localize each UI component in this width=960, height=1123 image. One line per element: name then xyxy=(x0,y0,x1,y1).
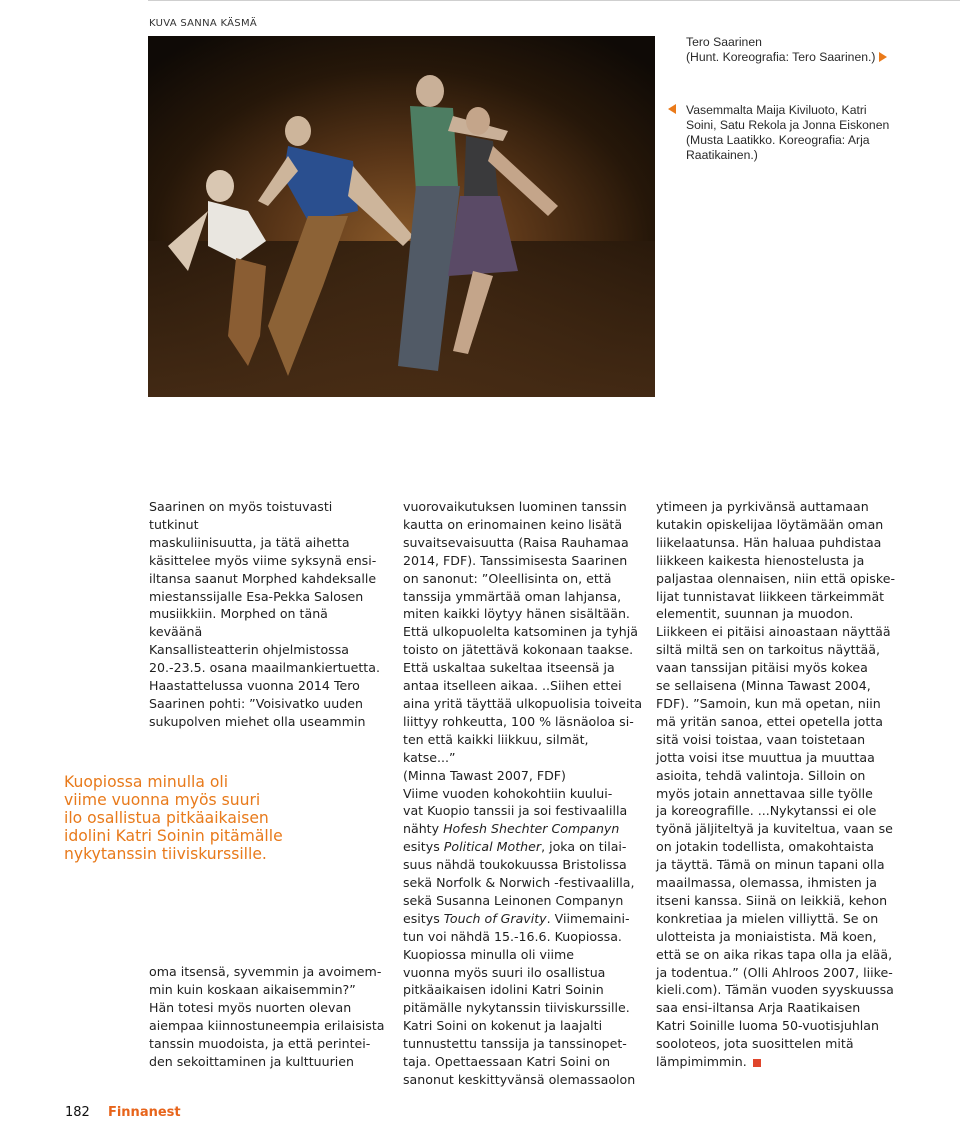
column-1-top-text: Saarinen on myös toistuvasti tutkinut maskuliinisuutta, ja tätä aihetta käsittelee myös viime syksynä ensi- iltansa saanut Morphed kahdeksalle miestanssijalle Esa-Pekka Salosen musiikkiin. Morphed on tänä keväänä Kansallisteatterin ohjelmistossa 20.-23.5. osana maailmankiertuetta. Haastattelussa vuonna 2014 Tero Saarinen pohti: ”Voisivatko uuden sukupolven miehet olla useammin xyxy=(149,499,380,729)
page-number: 182 xyxy=(65,1105,90,1120)
magazine-name: Finnanest xyxy=(107,1105,181,1120)
column-2-paragraph-1: vuorovaikutuksen luominen tanssin kautta on erinomainen keino lisätä suvaitsevaisuutta (Raisa Rauhamaa 2014, FDF). Tanssimisesta Saarinen on sanonut: ”Oleellisinta on, että tanssija ymmärtää oman lahjansa, miten kaikki löytyy hänen sisältään. Että ulkopuolelta katsominen ja tyhjä toisto on jätettävä kokonaan taakse. Että uskaltaa sukeltaa itseensä ja antaa itselleen aikaa. ..Siihen ettei aina yritä täyttää ulkopuolisia toiveita liittyy rohkeutta, 100 % läsnäoloa si- ten että kaikki liikkuu, silmät, katse...” (Minna Tawast 2007, FDF) xyxy=(403,499,643,783)
work-title-2: Touch of Gravity xyxy=(443,910,547,926)
top-rule xyxy=(148,0,960,1)
caption-1-line-2: (Hunt. Koreografia: Tero Saarinen.) xyxy=(686,50,916,65)
photo-caption-2 xyxy=(686,103,906,163)
dance-photo xyxy=(148,36,655,397)
photo-credit: KUVA SANNA KÄSMÄ xyxy=(149,18,258,29)
caption-2-line-3: (Musta Laatikko. Koreografia: Arja xyxy=(686,133,870,147)
column-3-text: ytimeen ja pyrkivänsä auttamaan kutakin opiskelijaa löytämään oman liikelaatunsa. Hän haluaa puhdistaa liikkeen kaikesta hienostelusta ja paljastaa olennaisen, niin että opiske- lijat tunnistavat liikkeen tärkeimmät elementit, suunnan ja muodon. Liikkeen ei pitäisi ainoastaan näyttää siltä miltä sen on tarkoitus näyttää, vaan tanssijan pitäisi myös kokea se sellaisena (Minna Tawast 2004, FDF). ”Samoin, kun mä opetan, niin mä yritän sanoa, ettei opetella jotta sitä voisi toistaa, vaan toistetaan jotta voisi itse muuttua ja muuttaa asioita, tehdä valintoja. Silloin on myös jotain annettavaa sille työlle ja koreografille. ...Nykytanssi ei ole työnä jäljiteltyä ja kuviteltua, vaan se on jotakin todellista, omakohtaista ja täyttä. Tämä on minun tapani olla maailmassa, olemassa, ihmisten ja itseni kanssa. Siinä on leikkiä, kehon konkretiaa ja mielen villiyttä. Se on ulotteista ja moniaistista. Mä koen, että se on aika rikas tapa olla ja elää, ja todentua.” (Olli Ahlroos 2007, liike- kieli.com). Tämän vuoden syyskuussa saa ensi-iltansa Arja Raatikaisen Katri Soinille luoma 50-vuotisjuhlan sooloteos, jota suosittelen mitä lämpimimmin. xyxy=(656,499,895,1070)
pull-quote: Kuopiossa minulla oli viime vuonna myös suuri ilo osallistua pitkäaikaisen idolini Katri Soinin pitämälle nykytanssin tiiviskurssille. xyxy=(64,773,283,863)
column-2 xyxy=(403,498,643,1089)
column-1-top xyxy=(149,498,381,731)
caption-1-line-1: Tero Saarinen xyxy=(686,35,762,49)
page-footer xyxy=(65,1105,181,1120)
company-name: Hofesh Shechter Companyn xyxy=(443,821,620,837)
column-2-paragraph-2: Viime vuoden kohokohtiin kuului- vat Kuopio tanssii ja soi festivaalilla nähty Hofesh Shechter Companyn esitys Political Mother, joka on tilai- suus nähdä toukokuussa Bristolissa sekä Norfolk & Norwich -festivaalilla, sekä Susanna Leinonen Companyn esitys Touch of Gravity. Viimemaini- tun voi nähdä 15.-16.6. Kuopiossa. xyxy=(403,785,635,944)
caption-2-line-2: Soini, Satu Rekola ja Jonna Eiskonen xyxy=(686,118,890,132)
column-1-bottom xyxy=(149,963,389,1070)
caption-arrow-right-icon xyxy=(879,52,887,62)
work-title: Political Mother xyxy=(443,839,542,855)
photo-caption-1 xyxy=(686,35,916,65)
caption-2-line-4: Raatikainen.) xyxy=(686,148,758,162)
caption-2-line-1: Vasemmalta Maija Kiviluoto, Katri xyxy=(686,103,867,117)
caption-arrow-left-icon xyxy=(668,104,676,114)
end-mark-icon xyxy=(753,1059,761,1067)
column-3 xyxy=(656,498,896,1071)
column-2-paragraph-3: Kuopiossa minulla oli viime vuonna myös suuri ilo osallistua pitkäaikaisen idolini Katri Soinin pitämälle nykytanssin tiiviskurssille. Katri Soini on kokenut ja laajalti tunnustettu tanssija ja tanssinopet- taja. Opettaessaan Katri Soini on sanonut keskittyvänsä olemassaolon xyxy=(403,946,636,1087)
column-1-bottom-text: oma itsensä, syvemmin ja avoimem- min kuin koskaan aikaisemmin?” Hän totesi myös nuorten olevan aiempaa kiinnostuneempia erilaisista tanssin muodoista, ja että perintei- den sekoittaminen ja kulttuurien xyxy=(149,964,385,1069)
